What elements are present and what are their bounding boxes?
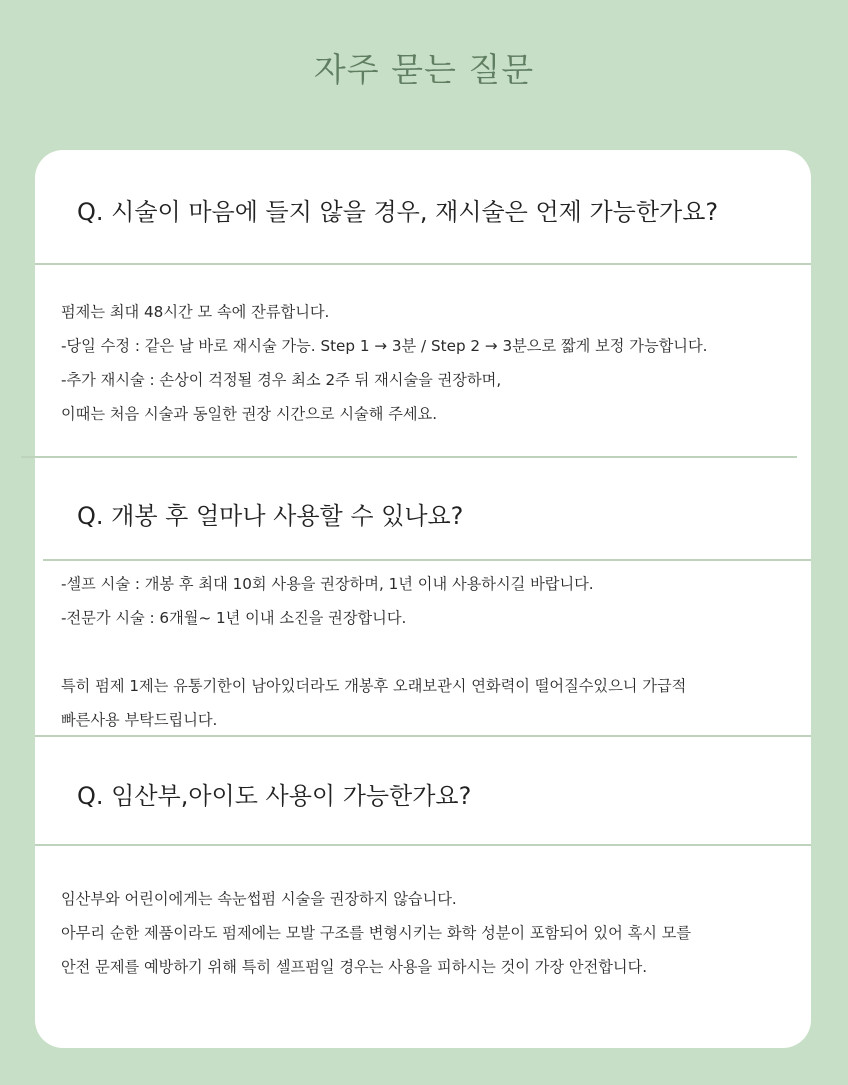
faq-answer-1-line-2: -당일 수정 : 같은 날 바로 재시술 가능. Step 1 → 3분 / Step 2 → 3분으로 짧게 보정 가능합니다. <box>61 337 708 355</box>
faq-answer-3-line-2: 아무리 순한 제품이라도 펌제에는 모발 구조를 변형시키는 화학 성분이 포함되어 있어 혹시 모를 <box>61 924 692 942</box>
faq-answer-2-line-5: 빠른사용 부탁드립니다. <box>61 711 218 729</box>
faq-answer-2-line-2: -전문가 시술 : 6개월~ 1년 이내 소진을 권장합니다. <box>61 609 407 627</box>
faq-divider-1 <box>35 263 811 265</box>
faq-answer-1-line-3: -추가 재시술 : 손상이 걱정될 경우 최소 2주 뒤 재시술을 권장하며, <box>61 371 502 389</box>
faq-answer-2-line-1: -셀프 시술 : 개봉 후 최대 10회 사용을 권장하며, 1년 이내 사용하시길 바랍니다. <box>61 575 594 593</box>
faq-answer-2-line-4: 특히 펌제 1제는 유통기한이 남아있더라도 개봉후 오래보관시 연화력이 떨어질수있으니 가급적 <box>61 677 687 695</box>
faq-answer-1-line-4: 이때는 처음 시술과 동일한 권장 시간으로 시술해 주세요. <box>61 405 438 423</box>
faq-question-1: Q. 시술이 마음에 들지 않을 경우, 재시술은 언제 가능한가요? <box>77 198 719 226</box>
faq-question-2: Q. 개봉 후 얼마나 사용할 수 있나요? <box>77 502 464 530</box>
page-title: 자주 묻는 질문 <box>313 50 535 89</box>
faq-divider-3 <box>35 844 811 846</box>
faq-answer-3-line-3: 안전 문제를 예방하기 위해 특히 셀프펌일 경우는 사용을 피하시는 것이 가장 안전합니다. <box>61 958 648 976</box>
faq-answer-1-line-1: 펌제는 최대 48시간 모 속에 잔류합니다. <box>61 303 330 321</box>
faq-card <box>35 150 811 1048</box>
faq-question-3: Q. 임산부,아이도 사용이 가능한가요? <box>77 782 472 810</box>
faq-divider-2 <box>43 559 811 561</box>
faq-separator-2 <box>35 735 811 737</box>
faq-answer-3-line-1: 임산부와 어린이에게는 속눈썹펌 시술을 권장하지 않습니다. <box>61 890 457 908</box>
faq-separator-1 <box>21 456 797 458</box>
